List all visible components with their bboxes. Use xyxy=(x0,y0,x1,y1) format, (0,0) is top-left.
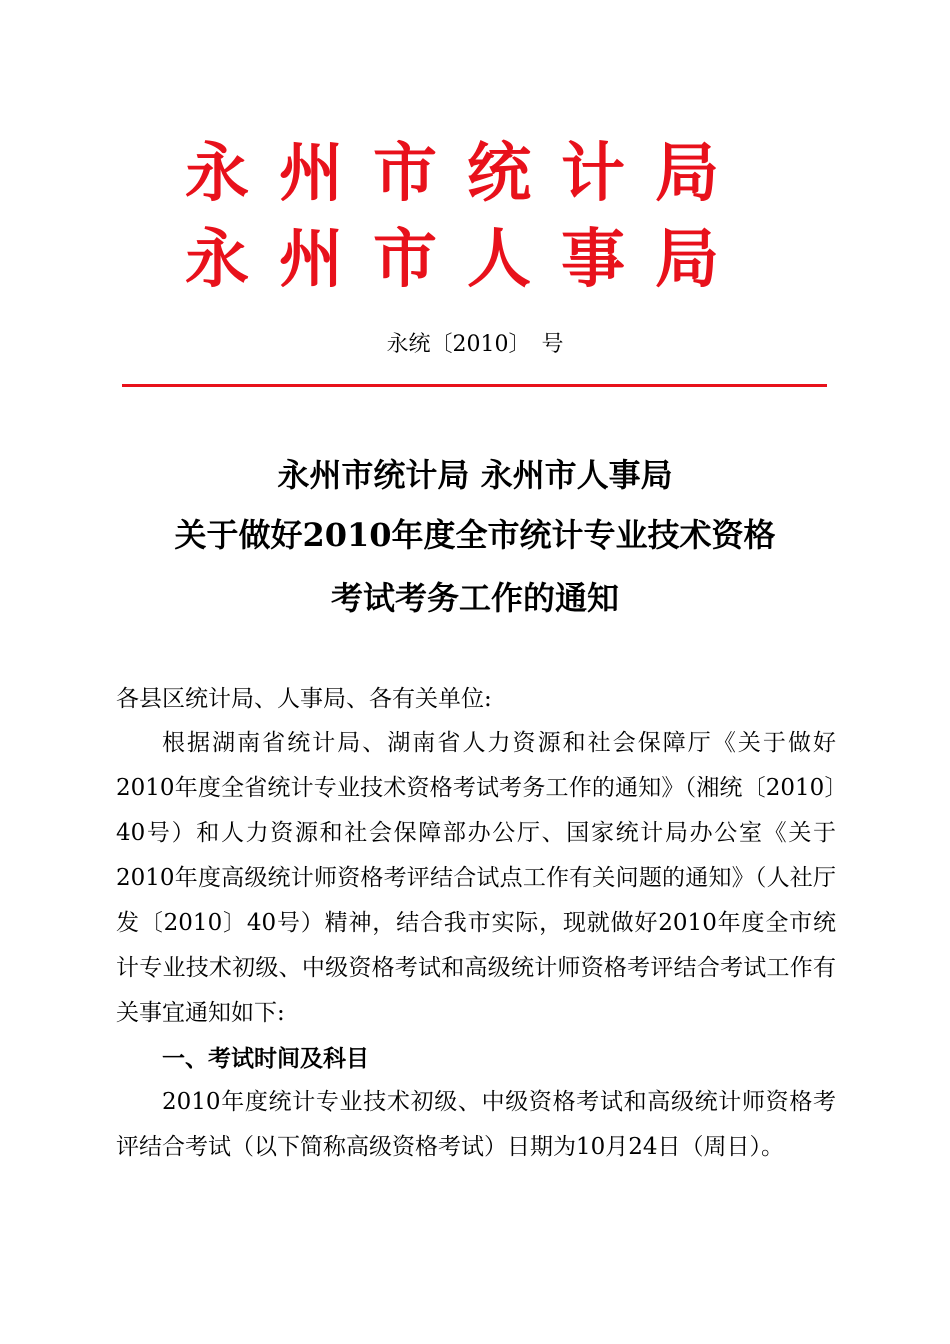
salutation: 各县区统计局、人事局、各有关单位: xyxy=(116,686,492,712)
body-paragraph-2: 2010年度统计专业技术初级、中级资格考试和高级统计师资格考评结合考试（以下简称高级资格考试）日期为10月24日（周日）。 xyxy=(116,1089,836,1160)
body-paragraph-1: 根据湖南省统计局、湖南省人力资源和社会保障厅《关于做好2010年度全省统计专业技术资格考试考务工作的通知》（湘统〔2010〕40号）和人力资源和社会保障部办公厅、国家统计局办公室《关于2010年度高级统计师资格考评结合试点工作有关问题的通知》（人社厅发〔2010〕40号）精神，结合我市实际，现就做好2010年度全市统计专业技术初级、中级资格考试和高级统计师资格考评结合考试工作有关事宜通知如下: xyxy=(116,730,836,1026)
issuer-name-statistics-bureau: 永州市统计局 xyxy=(185,137,749,211)
red-header-divider xyxy=(122,384,827,387)
title-line-2: 关于做好2010年度全市统计专业技术资格 xyxy=(174,516,776,554)
title-line-1: 永州市统计局 永州市人事局 xyxy=(277,456,673,494)
section-heading-1: 一、考试时间及科目 xyxy=(162,1046,369,1072)
document-number: 永统〔2010〕 号 xyxy=(386,332,564,357)
issuer-name-personnel-bureau: 永州市人事局 xyxy=(185,223,749,297)
title-line-3: 考试考务工作的通知 xyxy=(330,579,619,617)
